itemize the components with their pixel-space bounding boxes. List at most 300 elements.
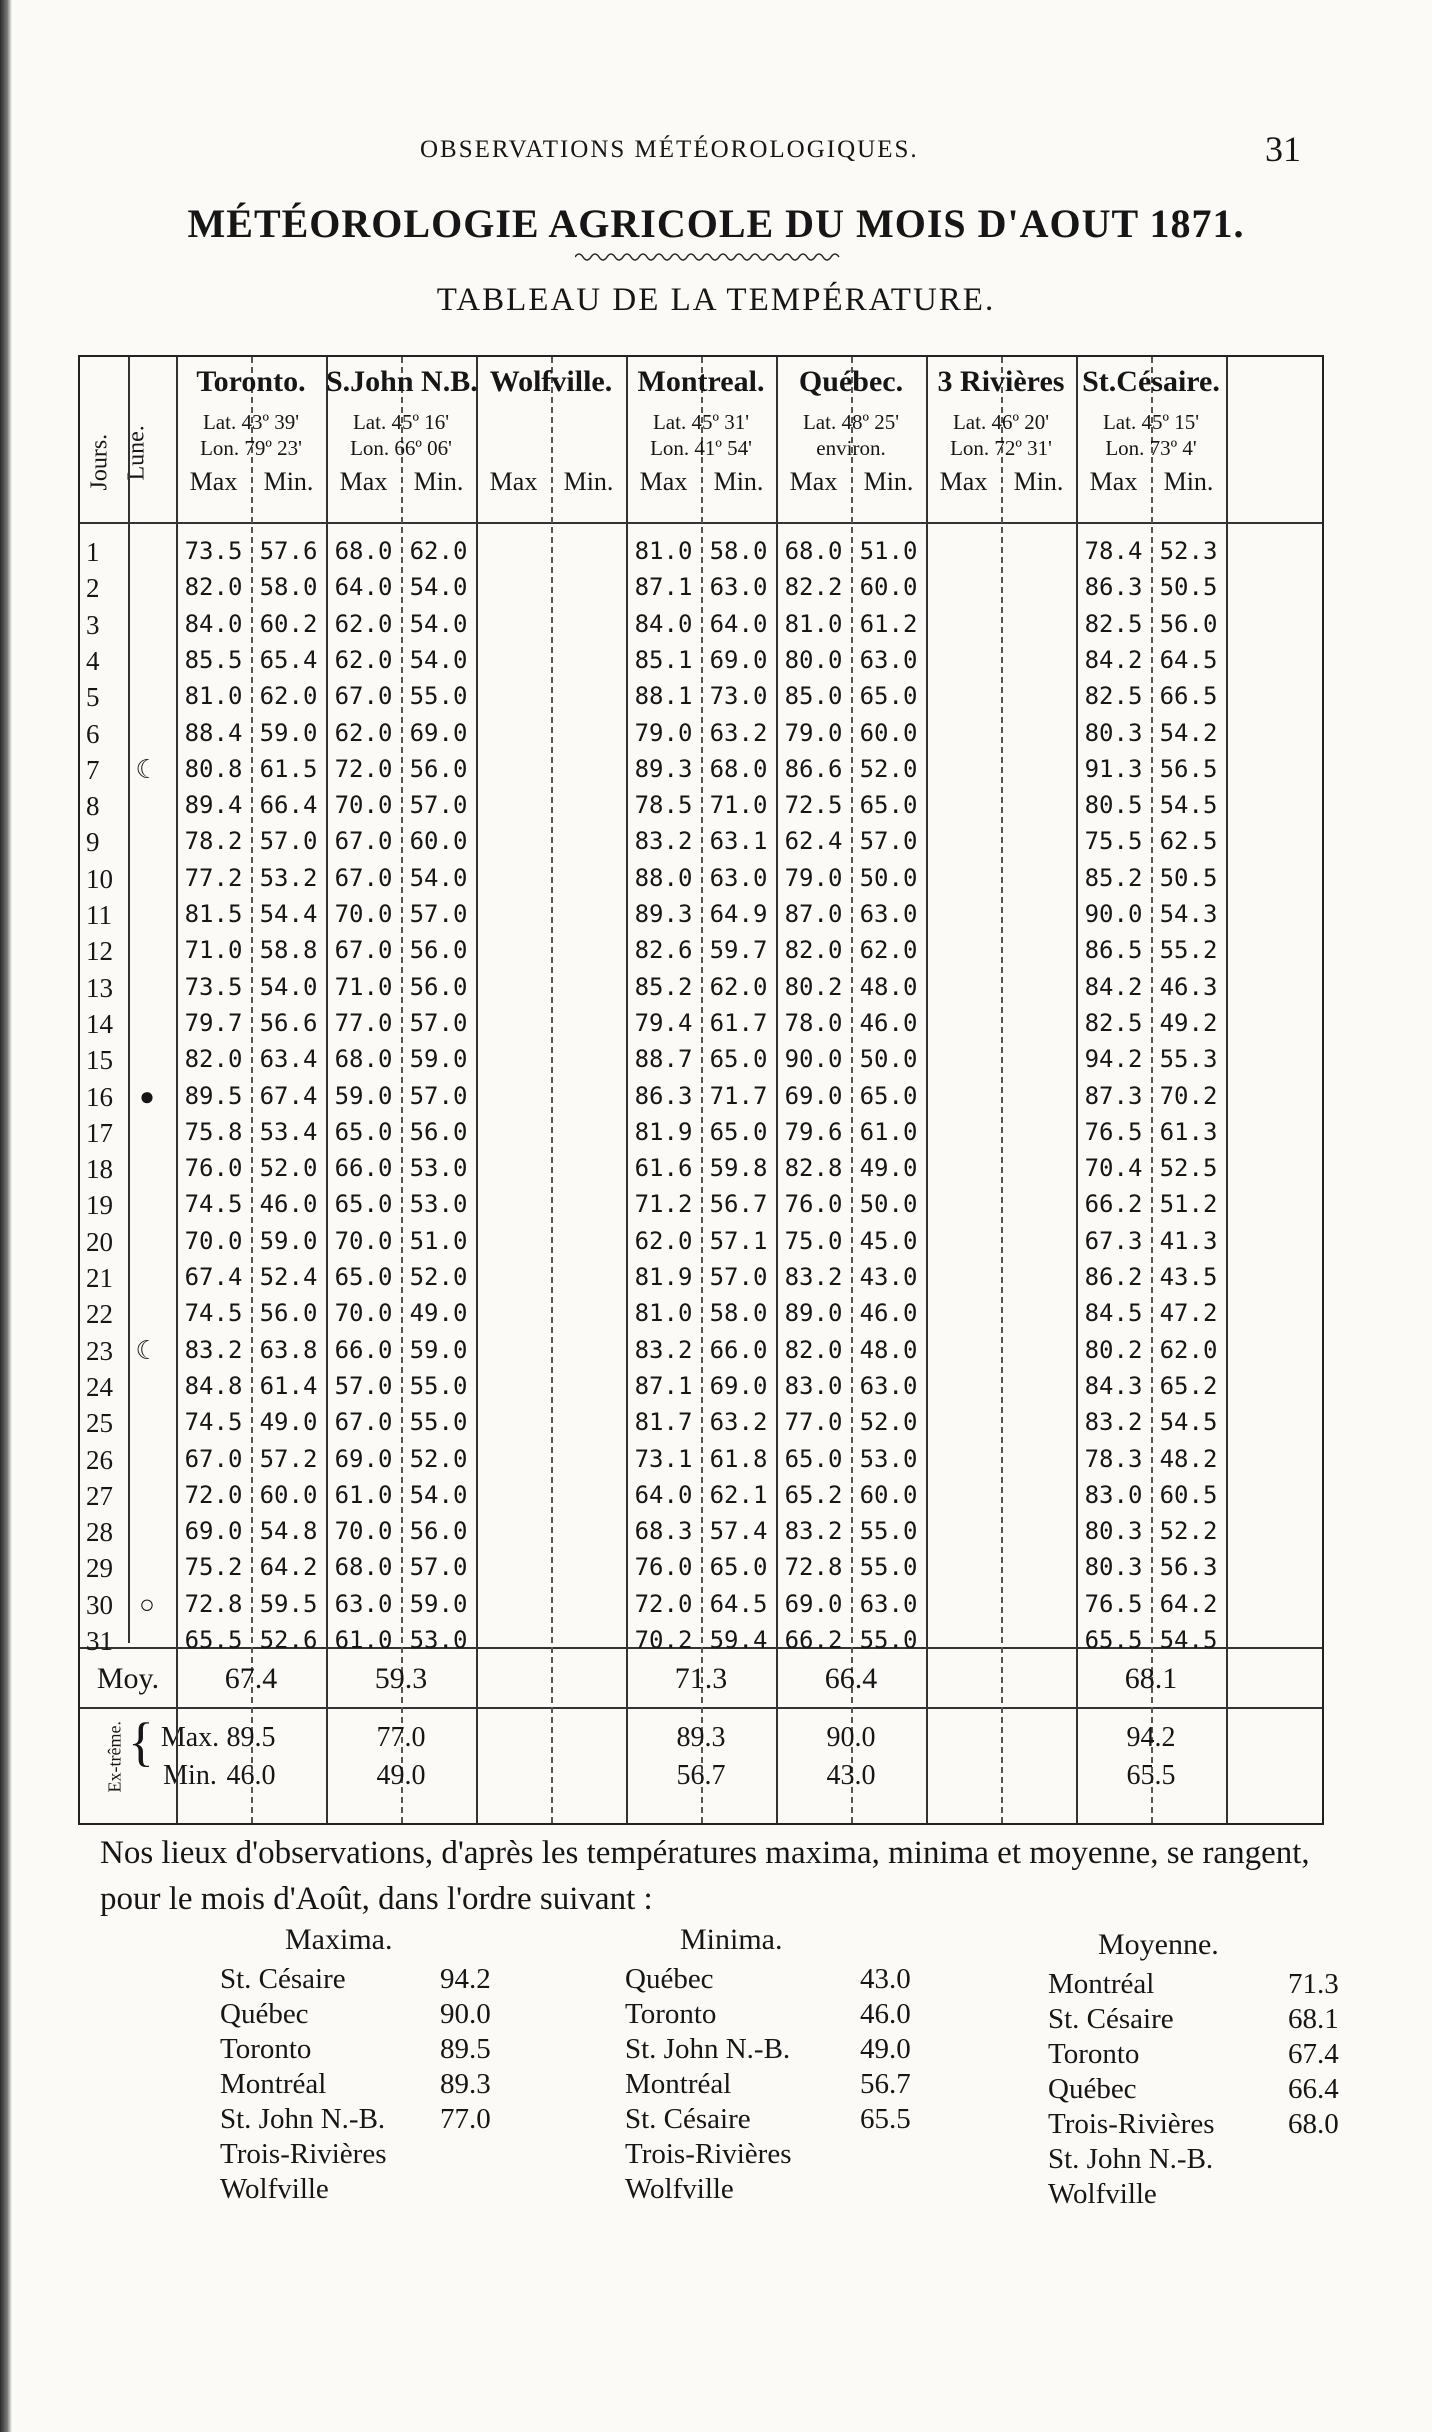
moyenne-heading: Moyenne. xyxy=(1098,1928,1219,1961)
max-temp-cell: 64.0 xyxy=(634,1480,693,1509)
min-temp-cell: 63.0 xyxy=(709,573,768,602)
min-temp-cell: 61.4 xyxy=(259,1371,318,1400)
ranking-station: Trois-Rivières xyxy=(625,2138,792,2170)
table-row xyxy=(80,755,1326,785)
min-temp-cell: 43.5 xyxy=(1159,1263,1218,1291)
moon-phase-icon: ● xyxy=(139,1081,155,1111)
table-row xyxy=(80,936,1326,966)
day-number: 8 xyxy=(86,791,100,822)
moon-phase-icon: ☾ xyxy=(135,754,159,784)
running-title: OBSERVATIONS MÉTÉOROLOGIQUES. xyxy=(420,136,919,163)
min-temp-cell: 52.5 xyxy=(1159,1154,1218,1183)
max-temp-cell: 84.2 xyxy=(1084,645,1143,674)
day-number: 3 xyxy=(86,609,100,640)
day-number: 24 xyxy=(86,1371,113,1402)
min-temp-cell: 66.5 xyxy=(1159,682,1218,711)
extreme-label: Ex-trême. xyxy=(104,1721,125,1793)
min-temp-cell: 53.0 xyxy=(409,1190,468,1219)
max-temp-cell: 72.0 xyxy=(334,754,393,783)
extreme-max-value: 94.2 xyxy=(1126,1722,1176,1753)
min-temp-cell: 57.1 xyxy=(709,1226,768,1255)
table-row xyxy=(80,900,1326,930)
table-row xyxy=(80,827,1326,857)
col-min-header: Min. xyxy=(1013,467,1064,496)
max-temp-cell: 84.0 xyxy=(184,609,243,638)
day-number: 15 xyxy=(86,1045,113,1076)
station-latitude: Lat. 46º 20' xyxy=(952,410,1050,434)
max-temp-cell: 89.0 xyxy=(784,1299,843,1328)
day-number: 10 xyxy=(86,863,113,894)
moon-phase-icon: ☾ xyxy=(135,1335,159,1365)
max-temp-cell: 88.0 xyxy=(634,863,693,892)
min-temp-cell: 51.0 xyxy=(859,537,918,565)
min-temp-cell: 61.8 xyxy=(709,1444,768,1473)
min-temp-cell: 65.0 xyxy=(709,1045,768,1074)
min-temp-cell: 70.2 xyxy=(1159,1081,1218,1110)
minima-heading: Minima. xyxy=(680,1923,783,1956)
col-min-header: Min. xyxy=(563,467,614,496)
min-temp-cell: 49.0 xyxy=(859,1154,918,1183)
max-temp-cell: 83.2 xyxy=(784,1517,843,1546)
min-temp-cell: 46.0 xyxy=(259,1190,318,1219)
min-temp-cell: 51.0 xyxy=(409,1226,468,1255)
min-temp-cell: 58.0 xyxy=(709,1299,768,1328)
station-latitude: Lat. 45º 31' xyxy=(652,410,750,434)
max-temp-cell: 82.2 xyxy=(784,573,843,602)
min-temp-cell: 54.0 xyxy=(409,609,468,638)
max-temp-cell: 70.4 xyxy=(1084,1154,1143,1183)
max-temp-cell: 70.0 xyxy=(334,900,393,928)
max-temp-cell: 74.5 xyxy=(184,1299,243,1328)
max-temp-cell: 83.0 xyxy=(1084,1480,1143,1509)
extreme-min-value: 49.0 xyxy=(376,1760,426,1791)
day-number: 9 xyxy=(86,827,100,858)
day-number: 17 xyxy=(86,1117,113,1148)
max-temp-cell: 84.5 xyxy=(1084,1299,1143,1328)
max-temp-cell: 65.5 xyxy=(184,1626,243,1654)
min-temp-cell: 61.0 xyxy=(859,1117,918,1146)
table-subtitle: TABLEAU DE LA TEMPÉRATURE. xyxy=(436,282,996,318)
max-temp-cell: 61.0 xyxy=(334,1626,393,1654)
max-temp-cell: 79.0 xyxy=(784,718,843,747)
min-temp-cell: 65.0 xyxy=(709,1117,768,1146)
max-temp-cell: 59.0 xyxy=(334,1081,393,1110)
ranking-value: 65.5 xyxy=(860,2103,911,2135)
max-temp-cell: 63.0 xyxy=(334,1589,393,1618)
average-label: Moy. xyxy=(96,1662,160,1695)
min-temp-cell: 50.5 xyxy=(1159,573,1218,602)
min-temp-cell: 63.4 xyxy=(259,1045,318,1074)
table-row xyxy=(80,1190,1326,1220)
ranking-station: Toronto xyxy=(1048,2038,1140,2070)
average-value: 67.4 xyxy=(224,1662,278,1695)
max-temp-cell: 82.0 xyxy=(184,573,243,602)
station-name: St.Césaire. xyxy=(1082,365,1220,398)
ranking-station: Montréal xyxy=(625,2068,732,2100)
day-number: 28 xyxy=(86,1517,113,1548)
min-temp-cell: 57.0 xyxy=(709,1263,768,1291)
max-temp-cell: 78.3 xyxy=(1084,1444,1143,1473)
day-number: 1 xyxy=(86,537,100,567)
min-temp-cell: 56.0 xyxy=(409,972,468,1001)
day-number: 2 xyxy=(86,573,100,604)
table-row xyxy=(80,646,1326,676)
max-temp-cell: 70.0 xyxy=(334,1299,393,1328)
max-temp-cell: 78.5 xyxy=(634,791,693,820)
min-temp-cell: 52.4 xyxy=(259,1263,318,1291)
max-temp-cell: 89.5 xyxy=(184,1081,243,1110)
max-temp-cell: 62.0 xyxy=(334,609,393,638)
min-temp-cell: 65.0 xyxy=(859,1081,918,1110)
average-value: 71.3 xyxy=(674,1662,728,1695)
extreme-max-value: 90.0 xyxy=(826,1722,876,1753)
min-temp-cell: 62.0 xyxy=(1159,1335,1218,1364)
day-number: 30 xyxy=(86,1589,113,1620)
day-number: 11 xyxy=(86,900,112,930)
day-number: 23 xyxy=(86,1335,113,1366)
max-temp-cell: 61.0 xyxy=(334,1480,393,1509)
max-temp-cell: 81.9 xyxy=(634,1117,693,1146)
ranking-value: 89.5 xyxy=(440,2033,491,2065)
table-row xyxy=(80,1009,1326,1039)
table-row xyxy=(80,1263,1326,1293)
max-temp-cell: 72.5 xyxy=(784,791,843,820)
max-temp-cell: 81.7 xyxy=(634,1408,693,1437)
min-temp-cell: 55.0 xyxy=(409,1371,468,1400)
min-temp-cell: 54.0 xyxy=(409,863,468,892)
extreme-max-value: 89.3 xyxy=(676,1722,726,1753)
min-temp-cell: 56.3 xyxy=(1159,1553,1218,1582)
max-temp-cell: 80.0 xyxy=(784,645,843,674)
day-number: 4 xyxy=(86,645,100,676)
min-temp-cell: 52.0 xyxy=(409,1263,468,1291)
ranking-value: 66.4 xyxy=(1288,2073,1339,2105)
min-temp-cell: 52.0 xyxy=(859,1408,918,1437)
station-name: 3 Rivières xyxy=(937,365,1065,398)
min-temp-cell: 64.0 xyxy=(709,609,768,638)
ranking-station: Québec xyxy=(1048,2073,1137,2105)
col-min-header: Min. xyxy=(863,467,914,496)
max-temp-cell: 83.2 xyxy=(1084,1408,1143,1437)
min-temp-cell: 62.1 xyxy=(709,1480,768,1509)
min-temp-cell: 59.5 xyxy=(259,1589,318,1618)
max-temp-cell: 81.0 xyxy=(184,682,243,711)
max-temp-cell: 67.0 xyxy=(184,1444,243,1473)
station-name: S.John N.B. xyxy=(326,365,478,398)
min-temp-cell: 53.0 xyxy=(409,1626,468,1654)
ranking-station: Wolfville xyxy=(625,2173,734,2205)
min-temp-cell: 54.5 xyxy=(1159,1408,1218,1437)
table-row xyxy=(80,1481,1326,1511)
page-title: MÉTÉOROLOGIE AGRICOLE DU MOIS D'AOUT 1871. xyxy=(187,201,1245,246)
station-latitude: Lat. 43º 39' xyxy=(202,410,300,434)
max-temp-cell: 70.0 xyxy=(184,1226,243,1255)
max-temp-cell: 83.2 xyxy=(784,1263,843,1291)
max-temp-cell: 80.5 xyxy=(1084,791,1143,820)
max-temp-cell: 80.8 xyxy=(184,754,243,783)
ranking-station: Trois-Rivières xyxy=(1048,2108,1215,2140)
max-temp-cell: 76.5 xyxy=(1084,1117,1143,1146)
ranking-station: Montréal xyxy=(1048,1968,1155,2000)
max-temp-cell: 69.0 xyxy=(334,1444,393,1473)
max-temp-cell: 77.2 xyxy=(184,863,243,892)
table-row xyxy=(80,719,1326,749)
max-temp-cell: 65.5 xyxy=(1084,1626,1143,1654)
station-longitude: Lon. 41º 54' xyxy=(650,436,752,460)
max-temp-cell: 82.0 xyxy=(784,936,843,965)
max-temp-cell: 75.5 xyxy=(1084,827,1143,856)
page-binding-edge xyxy=(0,0,12,2432)
max-temp-cell: 69.0 xyxy=(784,1081,843,1110)
min-temp-cell: 63.0 xyxy=(709,863,768,892)
max-temp-cell: 84.3 xyxy=(1084,1371,1143,1400)
min-temp-cell: 59.4 xyxy=(709,1626,768,1654)
ranking-value: 71.3 xyxy=(1288,1968,1339,2000)
ranking-station: St. Césaire xyxy=(220,1963,346,1995)
ranking-value: 43.0 xyxy=(860,1963,911,1995)
max-temp-cell: 80.3 xyxy=(1084,1553,1143,1582)
min-temp-cell: 64.2 xyxy=(1159,1589,1218,1618)
station-name: Wolfville. xyxy=(489,365,613,398)
max-temp-cell: 88.1 xyxy=(634,682,693,711)
moon-header: Lune. xyxy=(123,425,150,481)
min-temp-cell: 54.5 xyxy=(1159,791,1218,820)
min-temp-cell: 56.0 xyxy=(259,1299,318,1328)
max-temp-cell: 71.0 xyxy=(184,936,243,965)
max-temp-cell: 70.0 xyxy=(334,1226,393,1255)
min-temp-cell: 57.2 xyxy=(259,1444,318,1473)
max-temp-cell: 73.5 xyxy=(184,972,243,1001)
station-name: Montreal. xyxy=(637,365,765,398)
max-temp-cell: 82.0 xyxy=(784,1335,843,1364)
min-temp-cell: 50.0 xyxy=(859,1190,918,1219)
max-temp-cell: 88.4 xyxy=(184,718,243,747)
min-temp-cell: 65.0 xyxy=(859,791,918,820)
table-row xyxy=(80,1517,1326,1547)
min-temp-cell: 53.0 xyxy=(409,1154,468,1183)
ranking-value: 67.4 xyxy=(1288,2038,1339,2070)
max-temp-cell: 86.3 xyxy=(1084,573,1143,602)
col-max-header: Max xyxy=(639,467,688,496)
min-temp-cell: 57.0 xyxy=(409,1081,468,1110)
max-temp-cell: 61.6 xyxy=(634,1154,693,1183)
min-temp-cell: 61.7 xyxy=(709,1008,768,1037)
table-row xyxy=(80,1408,1326,1438)
max-temp-cell: 86.2 xyxy=(1084,1263,1143,1291)
day-number: 12 xyxy=(86,936,113,967)
min-temp-cell: 50.0 xyxy=(859,1045,918,1074)
max-temp-cell: 86.6 xyxy=(784,754,843,783)
max-temp-cell: 71.0 xyxy=(334,972,393,1001)
ranking-station: Québec xyxy=(625,1963,714,1995)
min-temp-cell: 58.0 xyxy=(259,573,318,602)
min-temp-cell: 46.3 xyxy=(1159,972,1218,1001)
table-row xyxy=(80,1626,1326,1656)
min-temp-cell: 67.4 xyxy=(259,1081,318,1110)
ranking-value: 49.0 xyxy=(860,2033,911,2065)
min-temp-cell: 66.0 xyxy=(709,1335,768,1364)
max-temp-cell: 57.0 xyxy=(334,1371,393,1400)
min-temp-cell: 66.4 xyxy=(259,791,318,820)
min-temp-cell: 62.0 xyxy=(859,936,918,965)
ranking-station: Montréal xyxy=(220,2068,327,2100)
max-temp-cell: 67.0 xyxy=(334,863,393,892)
max-temp-cell: 65.0 xyxy=(784,1444,843,1473)
station-latitude: Lat. 48º 25' xyxy=(802,410,900,434)
extreme-min-label: Min. xyxy=(163,1760,217,1791)
max-temp-cell: 67.0 xyxy=(334,936,393,965)
max-temp-cell: 83.2 xyxy=(634,827,693,856)
table-row xyxy=(80,1372,1326,1402)
min-temp-cell: 51.2 xyxy=(1159,1190,1218,1219)
max-temp-cell: 84.8 xyxy=(184,1371,243,1400)
min-temp-cell: 63.0 xyxy=(859,900,918,928)
extreme-min-value: 65.5 xyxy=(1126,1760,1176,1791)
max-temp-cell: 82.0 xyxy=(184,1045,243,1074)
day-number: 22 xyxy=(86,1299,113,1330)
max-temp-cell: 87.0 xyxy=(784,900,843,928)
min-temp-cell: 54.0 xyxy=(409,573,468,602)
max-temp-cell: 75.8 xyxy=(184,1117,243,1146)
ranking-value: 56.7 xyxy=(860,2068,911,2100)
min-temp-cell: 41.3 xyxy=(1159,1226,1218,1255)
max-temp-cell: 76.0 xyxy=(634,1553,693,1582)
max-temp-cell: 68.3 xyxy=(634,1517,693,1546)
station-latitude: Lat. 45º 16' xyxy=(352,410,450,434)
day-number: 14 xyxy=(86,1008,113,1039)
min-temp-cell: 63.2 xyxy=(709,718,768,747)
min-temp-cell: 69.0 xyxy=(709,645,768,674)
max-temp-cell: 62.0 xyxy=(634,1226,693,1255)
max-temp-cell: 76.0 xyxy=(184,1154,243,1183)
min-temp-cell: 61.3 xyxy=(1159,1117,1218,1146)
max-temp-cell: 83.2 xyxy=(184,1335,243,1364)
max-temp-cell: 75.0 xyxy=(784,1226,843,1255)
day-number: 6 xyxy=(86,718,100,749)
min-temp-cell: 65.4 xyxy=(259,645,318,674)
day-number: 7 xyxy=(86,754,100,785)
min-temp-cell: 46.0 xyxy=(859,1008,918,1037)
min-temp-cell: 60.0 xyxy=(859,573,918,602)
min-temp-cell: 52.2 xyxy=(1159,1517,1218,1546)
day-number: 5 xyxy=(86,682,100,713)
table-row xyxy=(80,1227,1326,1257)
min-temp-cell: 56.5 xyxy=(1159,754,1218,783)
min-temp-cell: 58.8 xyxy=(259,936,318,965)
ranking-station: St. John N.-B. xyxy=(1048,2143,1214,2175)
max-temp-cell: 67.0 xyxy=(334,827,393,856)
max-temp-cell: 65.2 xyxy=(784,1480,843,1509)
min-temp-cell: 63.0 xyxy=(859,1371,918,1400)
max-temp-cell: 78.0 xyxy=(784,1008,843,1037)
max-temp-cell: 82.5 xyxy=(1084,682,1143,711)
min-temp-cell: 56.0 xyxy=(409,936,468,965)
extreme-min-value: 43.0 xyxy=(826,1760,876,1791)
max-temp-cell: 82.5 xyxy=(1084,1008,1143,1037)
ranking-station: St. Césaire xyxy=(1048,2003,1174,2035)
ranking-value: 90.0 xyxy=(440,1998,491,2030)
min-temp-cell: 54.0 xyxy=(259,972,318,1001)
min-temp-cell: 58.0 xyxy=(709,537,768,565)
max-temp-cell: 71.2 xyxy=(634,1190,693,1219)
ranking-value: 46.0 xyxy=(860,1998,911,2030)
min-temp-cell: 56.0 xyxy=(409,1517,468,1546)
table-row xyxy=(80,864,1326,894)
station-latitude: Lat. 45º 15' xyxy=(1102,410,1200,434)
min-temp-cell: 69.0 xyxy=(409,718,468,747)
min-temp-cell: 59.0 xyxy=(259,1226,318,1255)
col-max-header: Max xyxy=(939,467,988,496)
max-temp-cell: 80.3 xyxy=(1084,718,1143,747)
max-temp-cell: 68.0 xyxy=(334,537,393,565)
min-temp-cell: 60.0 xyxy=(259,1480,318,1509)
col-max-header: Max xyxy=(339,467,388,496)
max-temp-cell: 91.3 xyxy=(1084,754,1143,783)
day-number: 31 xyxy=(86,1626,113,1656)
max-temp-cell: 81.0 xyxy=(634,537,693,565)
max-temp-cell: 84.2 xyxy=(1084,972,1143,1001)
max-temp-cell: 66.0 xyxy=(334,1154,393,1183)
max-temp-cell: 80.2 xyxy=(784,972,843,1001)
max-temp-cell: 82.5 xyxy=(1084,609,1143,638)
table-row xyxy=(80,1336,1326,1366)
max-temp-cell: 62.0 xyxy=(334,645,393,674)
extreme-min-value: 46.0 xyxy=(226,1760,276,1791)
max-temp-cell: 89.4 xyxy=(184,791,243,820)
max-temp-cell: 90.0 xyxy=(1084,900,1143,928)
col-max-header: Max xyxy=(489,467,538,496)
max-temp-cell: 75.2 xyxy=(184,1553,243,1582)
min-temp-cell: 56.0 xyxy=(409,1117,468,1146)
max-temp-cell: 65.0 xyxy=(334,1190,393,1219)
min-temp-cell: 73.0 xyxy=(709,682,768,711)
max-temp-cell: 69.0 xyxy=(784,1589,843,1618)
min-temp-cell: 53.4 xyxy=(259,1117,318,1146)
max-temp-cell: 83.0 xyxy=(784,1371,843,1400)
min-temp-cell: 52.3 xyxy=(1159,537,1218,565)
col-max-header: Max xyxy=(789,467,838,496)
table-row xyxy=(80,610,1326,640)
col-min-header: Min. xyxy=(263,467,314,496)
table-row xyxy=(80,1118,1326,1148)
table-row xyxy=(80,973,1326,1003)
max-temp-cell: 84.0 xyxy=(634,609,693,638)
table-row xyxy=(80,791,1326,821)
max-temp-cell: 94.2 xyxy=(1084,1045,1143,1074)
min-temp-cell: 60.0 xyxy=(859,718,918,747)
min-temp-cell: 49.0 xyxy=(409,1299,468,1328)
min-temp-cell: 55.0 xyxy=(409,1408,468,1437)
temperature-table xyxy=(78,355,1324,1825)
min-temp-cell: 71.7 xyxy=(709,1081,768,1110)
min-temp-cell: 62.0 xyxy=(409,537,468,565)
ranking-paragraph: Nos lieux d'observations, d'après les températures maxima, minima et moyenne, se rangent, pour le mois d'Août, dans l'ordre suivant : xyxy=(100,1835,1310,1917)
min-temp-cell: 59.0 xyxy=(409,1589,468,1618)
min-temp-cell: 56.6 xyxy=(259,1008,318,1037)
min-temp-cell: 54.3 xyxy=(1159,900,1218,928)
col-min-header: Min. xyxy=(413,467,464,496)
min-temp-cell: 64.2 xyxy=(259,1553,318,1582)
max-temp-cell: 70.0 xyxy=(334,1517,393,1546)
min-temp-cell: 69.0 xyxy=(709,1371,768,1400)
max-temp-cell: 90.0 xyxy=(784,1045,843,1074)
average-value: 68.1 xyxy=(1124,1662,1178,1695)
min-temp-cell: 46.0 xyxy=(859,1299,918,1328)
max-temp-cell: 85.5 xyxy=(184,645,243,674)
min-temp-cell: 60.5 xyxy=(1159,1480,1218,1509)
average-value: 66.4 xyxy=(824,1662,878,1695)
max-temp-cell: 76.0 xyxy=(784,1190,843,1219)
